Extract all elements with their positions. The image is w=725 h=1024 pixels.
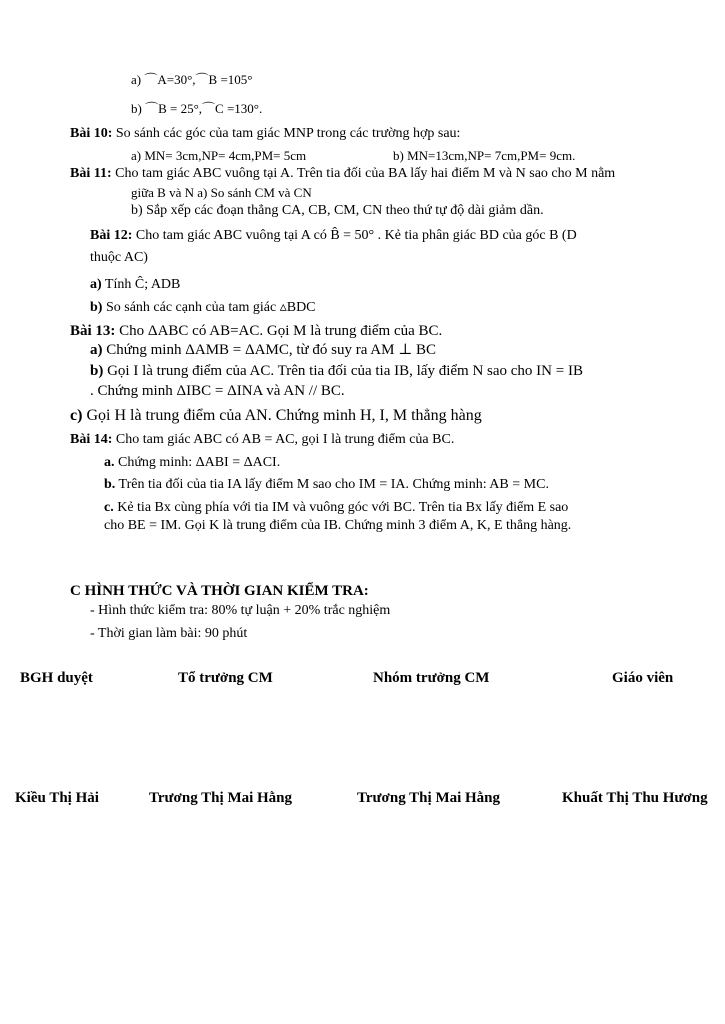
b9-part-b: b) ⌒B = 25°,⌒C =130°. xyxy=(131,101,263,116)
exercise-13-c-label: c) xyxy=(70,407,83,424)
section-c-title: C HÌNH THỨC VÀ THỜI GIAN KIỂM TRA: xyxy=(70,583,369,599)
exercise-14-c-text1: Kẻ tia Bx cùng phía với tia IM và vuông góc với BC. Trên tia Bx lấy điểm E sao xyxy=(117,500,569,515)
exercise-13-a-label: a) xyxy=(90,342,103,358)
signature-name-giao-vien: Khuất Thị Thu Hương xyxy=(562,790,708,806)
exercise-11-line2: giữa B và N a) So sánh CM và CN xyxy=(131,185,312,200)
exercise-11-line3: b) Sắp xếp các đoạn thẳng CA, CB, CM, CN theo thứ tự độ dài giảm dần. xyxy=(131,203,544,218)
exercise-12-part-b xyxy=(90,300,316,317)
exercise-11-label: Bài 11: xyxy=(70,166,112,181)
exercise-14-a-label: a. xyxy=(104,455,115,470)
exercise-13-b-text2: . Chứng minh ΔIBC = ΔINA và AN // BC. xyxy=(90,383,345,399)
exercise-14-part-a xyxy=(104,455,280,472)
exercise-11 xyxy=(70,166,615,183)
exercise-12-b-label: b) xyxy=(90,300,103,315)
signature-role-bgh: BGH duyệt xyxy=(20,670,93,686)
exercise-13-c-text: Gọi H là trung điểm của AN. Chứng minh H, I, M thẳng hàng xyxy=(86,407,482,424)
exercise-12 xyxy=(90,228,577,245)
signature-name-nhom-truong: Trương Thị Mai Hằng xyxy=(357,790,501,806)
exercise-14-label: Bài 14: xyxy=(70,432,113,447)
exercise-12-line1: Cho tam giác ABC vuông tại A có B̂ = 50° . Kẻ tia phân giác BD của góc B (D xyxy=(135,228,577,243)
exercise-10-label: Bài 10: xyxy=(70,126,113,141)
exercise-13-b-text1: Gọi I là trung điểm của AC. Trên tia đối của tia IB, lấy điểm N sao cho IN = IB xyxy=(107,363,583,379)
signature-name-to-truong: Trương Thị Mai Hằng xyxy=(149,790,293,806)
section-c-line2: - Thời gian làm bài: 90 phút xyxy=(90,626,248,641)
signature-role-nhom-truong: Nhóm trưởng CM xyxy=(373,670,490,686)
exercise-14-c-label: c. xyxy=(104,500,114,515)
exercise-13-line1: Cho ΔABC có AB=AC. Gọi M là trung điểm của BC. xyxy=(119,323,443,339)
exercise-13-b-label: b) xyxy=(90,363,104,379)
exercise-13-label: Bài 13: xyxy=(70,323,116,339)
b9-part-a: a) ⌒A=30°,⌒B =105° xyxy=(131,72,253,87)
exercise-14-c-text2: cho BE = IM. Gọi K là trung điểm của IB. Chứng minh 3 điểm A, K, E thẳng hàng. xyxy=(104,518,572,533)
exercise-10-text: So sánh các góc của tam giác MNP trong các trường hợp sau: xyxy=(115,126,461,141)
exercise-13-part-c xyxy=(70,406,482,425)
exercise-12-a-text: Tính Ĉ; ADB xyxy=(104,277,181,292)
exercise-13-a-text: Chứng minh ΔAMB = ΔAMC, từ đó suy ra AM ⊥ BC xyxy=(106,342,437,358)
signature-role-to-truong: Tổ trưởng CM xyxy=(178,670,273,686)
exercise-10-part-b: b) MN=13cm,NP= 7cm,PM= 9cm. xyxy=(393,148,576,163)
exercise-14-part-c xyxy=(104,500,568,517)
section-c-line1: - Hình thức kiểm tra: 80% tự luận + 20% trắc nghiệm xyxy=(90,603,391,618)
exercise-12-line2: thuộc AC) xyxy=(90,250,148,265)
exercise-14 xyxy=(70,432,454,449)
exercise-13-part-a xyxy=(90,341,436,359)
exercise-14-part-b xyxy=(104,477,549,494)
exercise-10 xyxy=(70,126,460,143)
exercise-12-part-a xyxy=(90,277,180,294)
exercise-13-part-b xyxy=(90,362,583,380)
exercise-12-a-label: a) xyxy=(90,277,102,292)
exercise-12-label: Bài 12: xyxy=(90,228,133,243)
exercise-14-b-label: b. xyxy=(104,477,116,492)
signature-role-giao-vien: Giáo viên xyxy=(612,670,674,686)
signature-name-bgh: Kiều Thị Hải xyxy=(15,790,99,806)
exercise-14-line1: Cho tam giác ABC có AB = AC, gọi I là trung điểm của BC. xyxy=(115,432,455,447)
exercise-14-a-text: Chứng minh: ΔABI = ΔACI. xyxy=(118,455,281,470)
exercise-11-line1: Cho tam giác ABC vuông tại A. Trên tia đối của BA lấy hai điểm M và N sao cho M nằm xyxy=(115,166,616,181)
exercise-12-b-text: So sánh các cạnh của tam giác ▵BDC xyxy=(105,300,316,315)
exercise-14-b-text: Trên tia đối của tia IA lấy điểm M sao cho IM = IA. Chứng minh: AB = MC. xyxy=(118,477,549,492)
exercise-10-part-a: a) MN= 3cm,NP= 4cm,PM= 5cm xyxy=(131,148,307,163)
exercise-13 xyxy=(70,322,442,340)
